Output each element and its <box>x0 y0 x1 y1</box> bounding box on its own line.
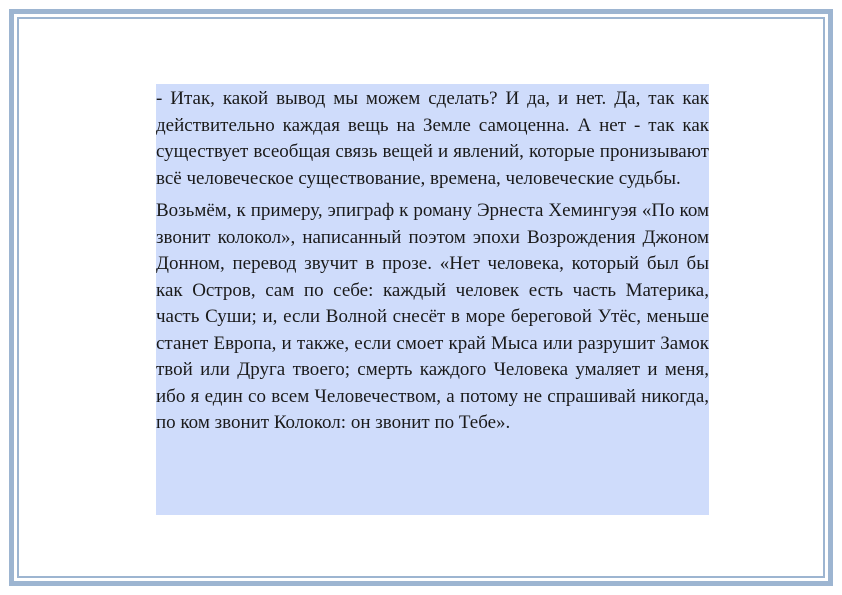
paragraph-epigraph: Возьмём, к примеру, эпиграф к роману Эрнеста Хемингуэя «По ком звонит колокол», написанный поэтом эпохи Возрождения Джоном Донном, перевод звучит в прозе. «Нет человека, который был бы как Остров, сам по себе: каждый человек есть часть Материка, часть Суши; и, если Волной снесёт в море береговой Утёс, меньше станет Европа, и также, если смоет край Мыса или разрушит Замок твой или Друга твоего; смерть каждого Человека умаляет и меня, ибо я един со всем Человечеством, а потому не спрашивай никогда, по ком звонит Колокол: он звонит по Тебе». <box>156 200 709 433</box>
paragraph-conclusion: - Итак, какой вывод мы можем сделать? И да, и нет. Да, так как действительно каждая вещь на Земле самоценна. А нет - так как существует всеобщая связь вещей и явлений, которые пронизывают всё человеческое существование, времена, человеческие судьбы. <box>156 88 709 189</box>
text-block <box>156 84 709 515</box>
